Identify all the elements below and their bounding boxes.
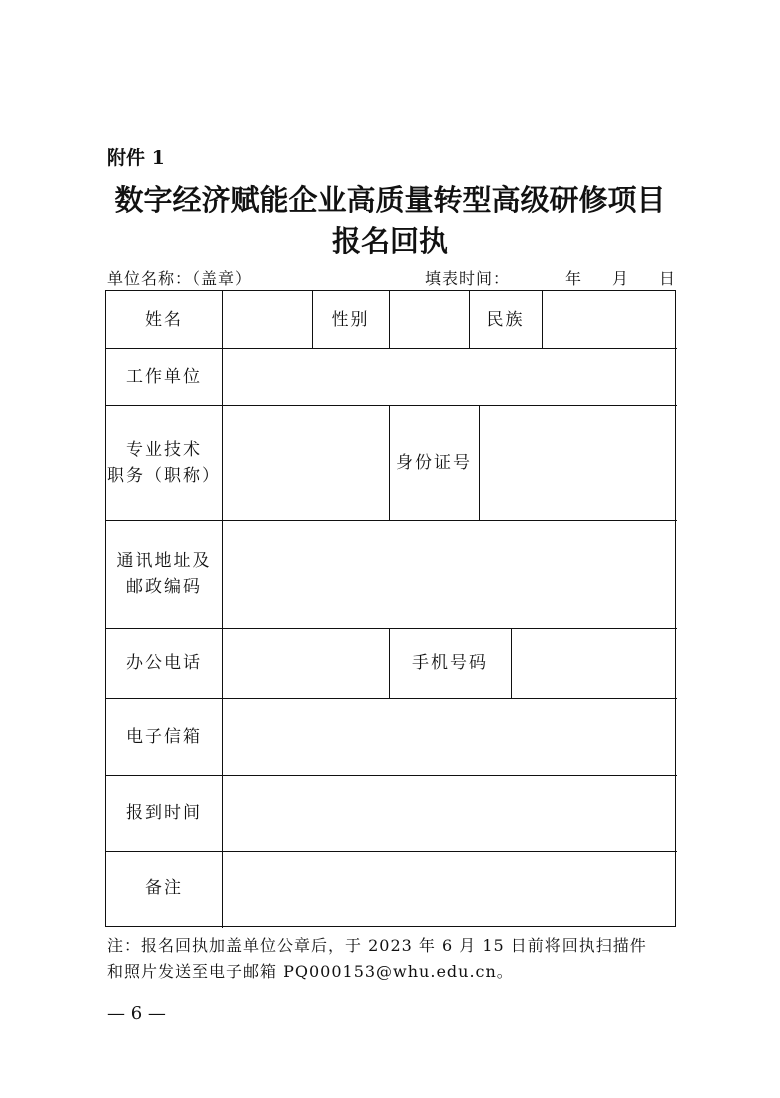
remarks-label: 备注 bbox=[145, 878, 183, 898]
ethnicity-label: 民族 bbox=[486, 309, 525, 330]
workplace-label: 工作单位 bbox=[126, 366, 202, 387]
page-number: — 6 — bbox=[107, 1003, 166, 1024]
attachment-label: 附件 1 bbox=[107, 147, 165, 169]
email-field[interactable] bbox=[223, 698, 675, 775]
note-line1: 注：报名回执加盖单位公章后，于 2023 年 6 月 15 日前将回执扫描件 bbox=[107, 936, 647, 955]
gender-label: 性别 bbox=[331, 309, 370, 330]
remarks-field[interactable] bbox=[223, 851, 675, 925]
workplace-field[interactable] bbox=[223, 348, 675, 405]
address-label bbox=[106, 520, 222, 628]
name-label: 姓名 bbox=[145, 309, 183, 330]
address-field[interactable] bbox=[223, 520, 675, 628]
fill-date bbox=[425, 266, 676, 289]
document-title-line2: 报名回执 bbox=[331, 224, 448, 258]
professional-title-line2: 职务（职称） bbox=[107, 465, 221, 486]
id-number-label: 身份证号 bbox=[396, 452, 472, 473]
unit-name-label: 单位名称：（盖章） bbox=[107, 269, 253, 288]
email-label: 电子信箱 bbox=[126, 726, 202, 747]
office-phone-label: 办公电话 bbox=[126, 653, 202, 673]
name-field[interactable] bbox=[223, 291, 312, 348]
arrival-time-field[interactable] bbox=[223, 775, 675, 851]
mobile-label: 手机号码 bbox=[412, 653, 488, 673]
note-line2: 和照片发送至电子邮箱 PQ000153@whu.edu.cn。 bbox=[107, 962, 514, 981]
registration-form-table bbox=[105, 290, 676, 927]
office-phone-field[interactable] bbox=[223, 628, 389, 698]
mobile-field[interactable] bbox=[512, 628, 675, 698]
fill-date-label: 填表时间： bbox=[425, 269, 511, 288]
ethnicity-field[interactable] bbox=[543, 291, 675, 348]
submission-note bbox=[107, 933, 677, 985]
address-line2: 邮政编码 bbox=[126, 577, 202, 597]
id-number-field[interactable] bbox=[480, 405, 675, 520]
professional-title-line1: 专业技术 bbox=[126, 439, 202, 460]
document-title-line1: 数字经济赋能企业高质量转型高级研修项目 bbox=[114, 183, 666, 217]
month-label: 月 bbox=[612, 269, 630, 288]
professional-title-field[interactable] bbox=[223, 405, 389, 520]
day-label: 日 bbox=[659, 269, 677, 288]
address-line1: 通讯地址及 bbox=[116, 551, 212, 571]
year-label: 年 bbox=[565, 269, 583, 288]
gender-field[interactable] bbox=[390, 291, 469, 348]
arrival-time-label: 报到时间 bbox=[126, 803, 202, 823]
professional-title-label bbox=[106, 405, 222, 520]
